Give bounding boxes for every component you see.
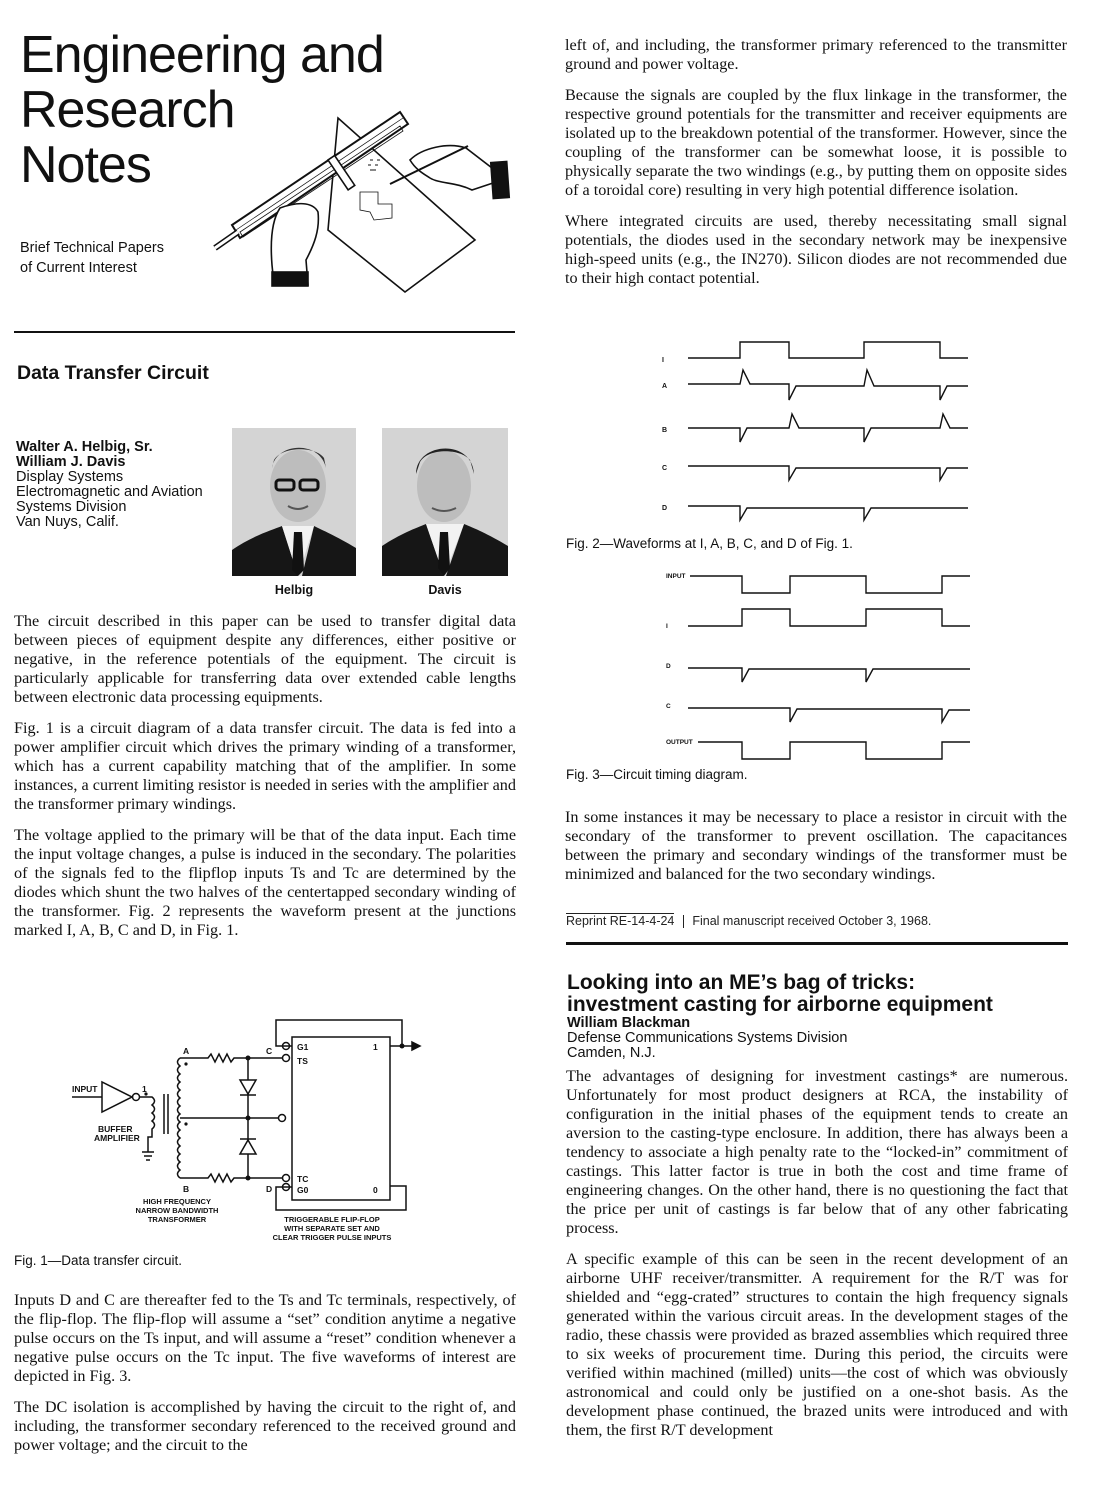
fig1-label-transformer: TRANSFORMER — [147, 1215, 207, 1224]
body-paragraph: Because the signals are coupled by the flux linkage in the transformer, the respective ground potentials for the transmitter and receiver equipments are isolated up to the breakdown potential of the transformer. However, since the coupling of the transformer can be somewhat loose, it is possible to physically separate the two windings (e.g., by putting them on opposite sides of a toroidal core) resulting in very high potential difference isolation. — [565, 86, 1067, 199]
fig3-trace-label: INPUT — [666, 573, 686, 580]
fig1-caption: Fig. 1—Data transfer circuit. — [14, 1253, 183, 1268]
affiliation-line: Camden, N.J. — [567, 1045, 656, 1061]
slide-rule-illustration-icon — [210, 100, 530, 300]
affiliation-line: Systems Division — [16, 499, 127, 515]
fig1-label-g0: G0 — [297, 1185, 309, 1195]
affiliation-line: Electromagnetic and Aviation — [16, 484, 203, 500]
fig1-label-out0: 0 — [373, 1185, 378, 1195]
body-paragraph: The voltage applied to the primary will be that of the data input. Each time the input voltage changes, a pulse is induced in the secondary. The polarities of the signals fed to the flipflop inputs Ts and Tc are determined by the diodes which shunt the two halves of the centertapped secondary winding of the transformer. Fig. 2 represents the waveform present at the junctions marked I, A, B, C and D, in Fig. 1. — [14, 826, 516, 939]
fig2-trace-label: D — [662, 505, 668, 512]
fig2-trace-label: B — [662, 427, 668, 434]
body-paragraph: Fig. 1 is a circuit diagram of a data transfer circuit. The data is fed into a power amplifier circuit which drives the primary winding of a transformer, which has a current capability matching that of the amplifier. In some instances, a current limiting resistor is needed in series with the amplifier and the transformer primary windings. — [14, 719, 516, 813]
fig1-label-a: A — [183, 1046, 190, 1056]
fig2-trace-label: A — [662, 383, 668, 390]
article-title: Data Transfer Circuit — [17, 362, 209, 384]
portrait-icon — [382, 428, 508, 576]
fig2-trace-label: C — [662, 465, 668, 472]
body-paragraph: Where integrated circuits are used, thereby necessitating small signal potentials, the diodes used in the secondary network may be inexpensive high-speed units (e.g., the IN270). Silicon diodes are not recommended due to their high contact potential. — [565, 212, 1067, 287]
author-name: William J. Davis — [16, 454, 126, 470]
body-paragraph: left of, and including, the transformer primary referenced to the transmitter ground and power voltage. — [565, 36, 1067, 73]
fig1-label-flipflop: TRIGGERABLE FLIP-FLOP — [284, 1215, 380, 1224]
section-divider — [14, 331, 515, 333]
fig1-label-flipflop: WITH SEPARATE SET AND — [284, 1224, 380, 1233]
fig1-label-node-1: 1 — [142, 1084, 147, 1094]
affiliation-line: Van Nuys, Calif. — [16, 514, 119, 530]
affiliation-line: Display Systems — [16, 469, 124, 485]
fig1-label-flipflop: CLEAR TRIGGER PULSE INPUTS — [272, 1233, 392, 1242]
body-paragraph: In some instances it may be necessary to place a resistor in circuit with the secondary of the transformer to prevent oscillation. The capacitances between the primary and secondary windings of the transformer must be minimized and balanced for the two secondary windings. — [565, 808, 1067, 883]
article-body-column-2-cont — [565, 808, 1067, 884]
manuscript-date: Final manuscript received October 3, 1968. — [692, 914, 932, 928]
fig1-label-out1: 1 — [373, 1042, 378, 1052]
fig1-label-g1: G1 — [297, 1042, 309, 1052]
author-name: Walter A. Helbig, Sr. — [16, 439, 153, 455]
reprint-number: Reprint RE-14-4-24 — [566, 914, 675, 928]
photo-caption: Davis — [428, 583, 462, 597]
fig2-caption: Fig. 2—Waveforms at I, A, B, C, and D of Fig. 1. — [566, 536, 853, 551]
fig3-trace-label: D — [666, 663, 671, 670]
article2-title-line: Looking into an ME’s bag of tricks: — [567, 971, 916, 994]
author-name: William Blackman — [567, 1015, 691, 1031]
fig3-timing-diagram — [640, 566, 980, 766]
article2-author-block — [567, 1016, 847, 1061]
body-paragraph: The DC isolation is accomplished by having the circuit to the right of, and including, the transformer secondary referenced to the received ground and power voltage; and the circuit to the — [14, 1398, 516, 1454]
article-body-column-1 — [14, 612, 516, 940]
fig1-label-ts: TS — [297, 1056, 308, 1066]
article2-title-line: investment casting for airborne equipment — [567, 993, 993, 1016]
fig3-caption: Fig. 3—Circuit timing diagram. — [566, 767, 748, 782]
fig1-circuit-diagram — [60, 1012, 430, 1252]
fig1-label-transformer: HIGH FREQUENCY — [143, 1197, 211, 1206]
affiliation-line: Defense Communications Systems Division — [567, 1030, 848, 1046]
article2-title — [567, 972, 993, 1016]
article2-body — [566, 1067, 1068, 1440]
masthead-title-line: Research — [20, 81, 235, 139]
portrait-icon — [232, 428, 356, 576]
masthead-subtitle-line: of Current Interest — [20, 260, 137, 276]
fig1-label-c: C — [266, 1046, 273, 1056]
fig3-trace-label: I — [666, 623, 668, 630]
author-photo-helbig — [232, 428, 356, 576]
fig1-label-d: D — [266, 1184, 273, 1194]
body-paragraph: Inputs D and C are thereafter fed to the Ts and Tc terminals, respectively, of the flip-flop. The flip-flop will assume a “set” condition anytime a negative pulse occurs on the Ts input, and will assume a “reset” condition whenever a negative pulse occurs on the Tc input. The five waveforms of interest are depicted in Fig. 3. — [14, 1291, 516, 1385]
fig1-label-b: B — [183, 1184, 190, 1194]
author-photo-davis — [382, 428, 508, 576]
fig1-label-buffer: AMPLIFIER — [94, 1133, 140, 1143]
fig1-label-input: INPUT — [72, 1084, 98, 1094]
body-paragraph: A specific example of this can be seen in the recent development of an airborne UHF receiver/transmitter. A requirement for the R/T was for shielded and “egg-crated” structures to contain the high frequency signals generated within the various circuit areas. In the development stages of the radio, these chassis were provided as brazed assemblies which required three to six weeks of procurement time. During this period, the circuits were verified within machined (milled) units—the cost of which was obviously astronomical and could only be justified on a one-shot basis. As the development phase continued, the brazed units were introduced and with them, the first R/T development — [566, 1250, 1068, 1439]
reprint-line — [566, 914, 931, 928]
article-body-column-2 — [565, 36, 1067, 288]
fig1-label-transformer: NARROW BANDWIDTH — [135, 1206, 219, 1215]
fig2-trace-label: I — [662, 357, 664, 364]
author-block — [16, 440, 203, 530]
reprint-separator — [683, 915, 684, 928]
section-divider — [566, 942, 1068, 945]
fig2-waveforms — [640, 338, 980, 528]
fig1-label-buffer: BUFFER — [98, 1124, 133, 1134]
masthead-title-line: Engineering and — [20, 26, 384, 84]
body-paragraph: The circuit described in this paper can be used to transfer digital data between pieces of equipment despite any differences, either positive or negative, in the reference potentials of the equipment. The circuit is particularly applicable for transferring data over extended cable lengths between electronic data processing equipments. — [14, 612, 516, 706]
photo-caption: Helbig — [274, 583, 314, 597]
body-paragraph: The advantages of designing for investment castings* are numerous. Unfortunately for most product designers at RCA, the instability of configuration in the initial phases of the equipment tends to create an aversion to the casting-type enclosure. In addition, there has always been a tendency to associate a high penalty rate to the “locked-in” commitment of castings. This latter factor is true in both the cost and time frame of engineering changes. On the other hand, there is no questioning the fact that the price per unit of castings is far below that of any other fabricating process. — [566, 1067, 1068, 1237]
masthead-subtitle — [20, 238, 164, 278]
article-body-column-1-cont — [14, 1291, 516, 1455]
masthead-title-line: Notes — [20, 136, 151, 194]
fig1-label-tc: TC — [297, 1174, 309, 1184]
fig3-trace-label: OUTPUT — [666, 739, 693, 746]
fig3-trace-label: C — [666, 703, 671, 710]
masthead-subtitle-line: Brief Technical Papers — [20, 240, 165, 256]
